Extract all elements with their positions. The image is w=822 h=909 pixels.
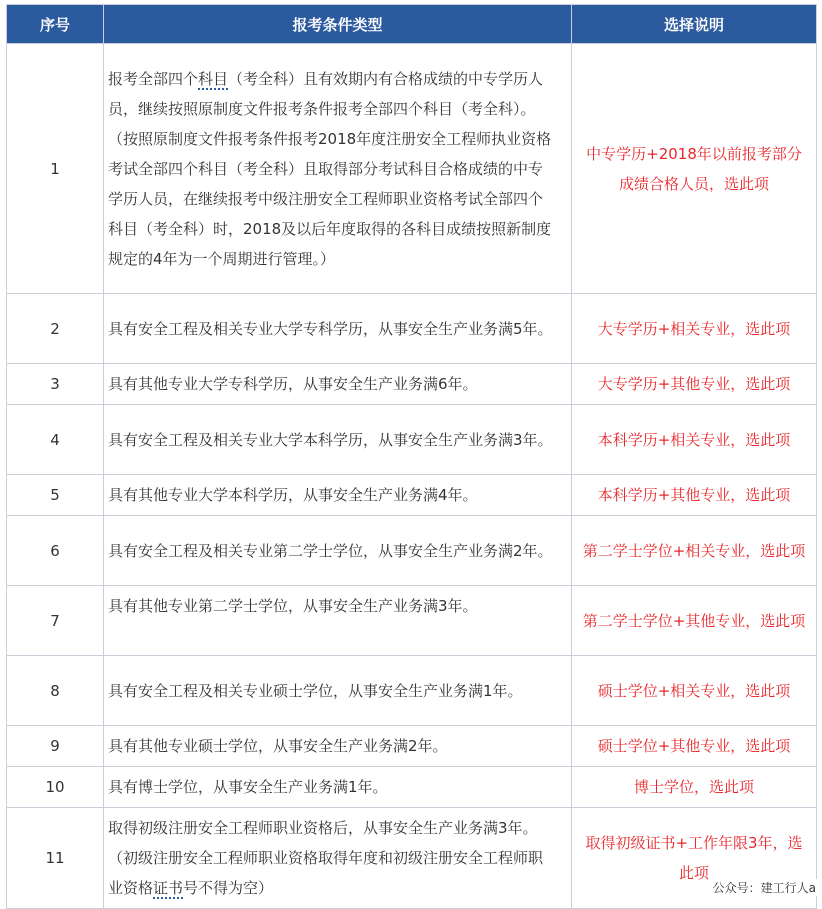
row-note: 第二学士学位+相关专业，选此项 xyxy=(572,516,817,586)
row-condition: 具有安全工程及相关专业大学专科学历，从事安全生产业务满5年。 xyxy=(104,294,572,364)
row-index: 11 xyxy=(7,808,104,909)
table-row xyxy=(7,405,817,475)
condition-text: 取得初级注册安全工程师职业资格后，从事安全生产业务满3年。（初级注册安全工程师职业资格取得年度和初级注册安全工程师职业资格 xyxy=(108,819,544,897)
table-row xyxy=(7,586,817,656)
row-index: 6 xyxy=(7,516,104,586)
row-index: 7 xyxy=(7,586,104,656)
table-row xyxy=(7,44,817,294)
row-condition: 具有安全工程及相关专业第二学士学位，从事安全生产业务满2年。 xyxy=(104,516,572,586)
row-note: 取得初级证书+工作年限3年，选此项 xyxy=(572,808,817,909)
table-header-row xyxy=(7,5,817,44)
row-note: 中专学历+2018年以前报考部分成绩合格人员，选此项 xyxy=(572,44,817,294)
row-condition: 具有其他专业第二学士学位，从事安全生产业务满3年。 xyxy=(104,586,572,656)
row-condition: 具有其他专业大学本科学历，从事安全生产业务满4年。 xyxy=(104,475,572,516)
row-condition: 具有其他专业硕士学位，从事安全生产业务满2年。 xyxy=(104,726,572,767)
table-row xyxy=(7,656,817,726)
table-row xyxy=(7,475,817,516)
row-note: 本科学历+相关专业，选此项 xyxy=(572,405,817,475)
condition-text: 号不得为空） xyxy=(183,879,274,897)
row-note: 硕士学位+相关专业，选此项 xyxy=(572,656,817,726)
row-condition: 具有安全工程及相关专业大学本科学历，从事安全生产业务满3年。 xyxy=(104,405,572,475)
row-index: 8 xyxy=(7,656,104,726)
table-row xyxy=(7,767,817,808)
table-row xyxy=(7,364,817,405)
table-row xyxy=(7,294,817,364)
row-note: 本科学历+其他专业，选此项 xyxy=(572,475,817,516)
table-row xyxy=(7,726,817,767)
row-note: 大专学历+相关专业，选此项 xyxy=(572,294,817,364)
row-condition: 具有安全工程及相关专业硕士学位，从事安全生产业务满1年。 xyxy=(104,656,572,726)
subject-link-text[interactable]: 科目 xyxy=(198,69,229,88)
table-row xyxy=(7,808,817,909)
header-index: 序号 xyxy=(7,5,104,44)
row-index: 2 xyxy=(7,294,104,364)
header-condition-type: 报考条件类型 xyxy=(104,5,572,44)
row-condition: 具有其他专业大学专科学历，从事安全生产业务满6年。 xyxy=(104,364,572,405)
row-condition: 具有博士学位，从事安全生产业务满1年。 xyxy=(104,767,572,808)
watermark: 公众号：建工行人a xyxy=(712,881,816,895)
row-index: 1 xyxy=(7,44,104,294)
row-condition xyxy=(104,44,572,294)
row-index: 4 xyxy=(7,405,104,475)
condition-text: （考全科）且有效期内有合格成绩的中专学历人员，继续按照原制度文件报考条件报考全部四个科目（考全科）。（按照原制度文件报考条件报考2018年度注册安全工程师执业资格考试全部四个科目（考全科）且取得部分考试科目合格成绩的中专学历人员，在继续报考中级注册安全工程师职业资格考试全部四个科目（考全科）时，2018及以后年度取得的各科目成绩按照新制度规定的4年为一个周期进行管理。） xyxy=(108,69,552,268)
row-index: 9 xyxy=(7,726,104,767)
row-note: 第二学士学位+其他专业，选此项 xyxy=(572,586,817,656)
row-index: 10 xyxy=(7,767,104,808)
row-note: 博士学位，选此项 xyxy=(572,767,817,808)
condition-text: 报考全部四个 xyxy=(108,69,199,88)
header-selection-note: 选择说明 xyxy=(572,5,817,44)
exam-conditions-table xyxy=(6,4,817,909)
table-row xyxy=(7,516,817,586)
row-note: 硕士学位+其他专业，选此项 xyxy=(572,726,817,767)
certificate-link-text[interactable]: 证书 xyxy=(153,879,184,897)
row-condition xyxy=(104,808,572,909)
row-index: 3 xyxy=(7,364,104,405)
row-index: 5 xyxy=(7,475,104,516)
row-note: 大专学历+其他专业，选此项 xyxy=(572,364,817,405)
